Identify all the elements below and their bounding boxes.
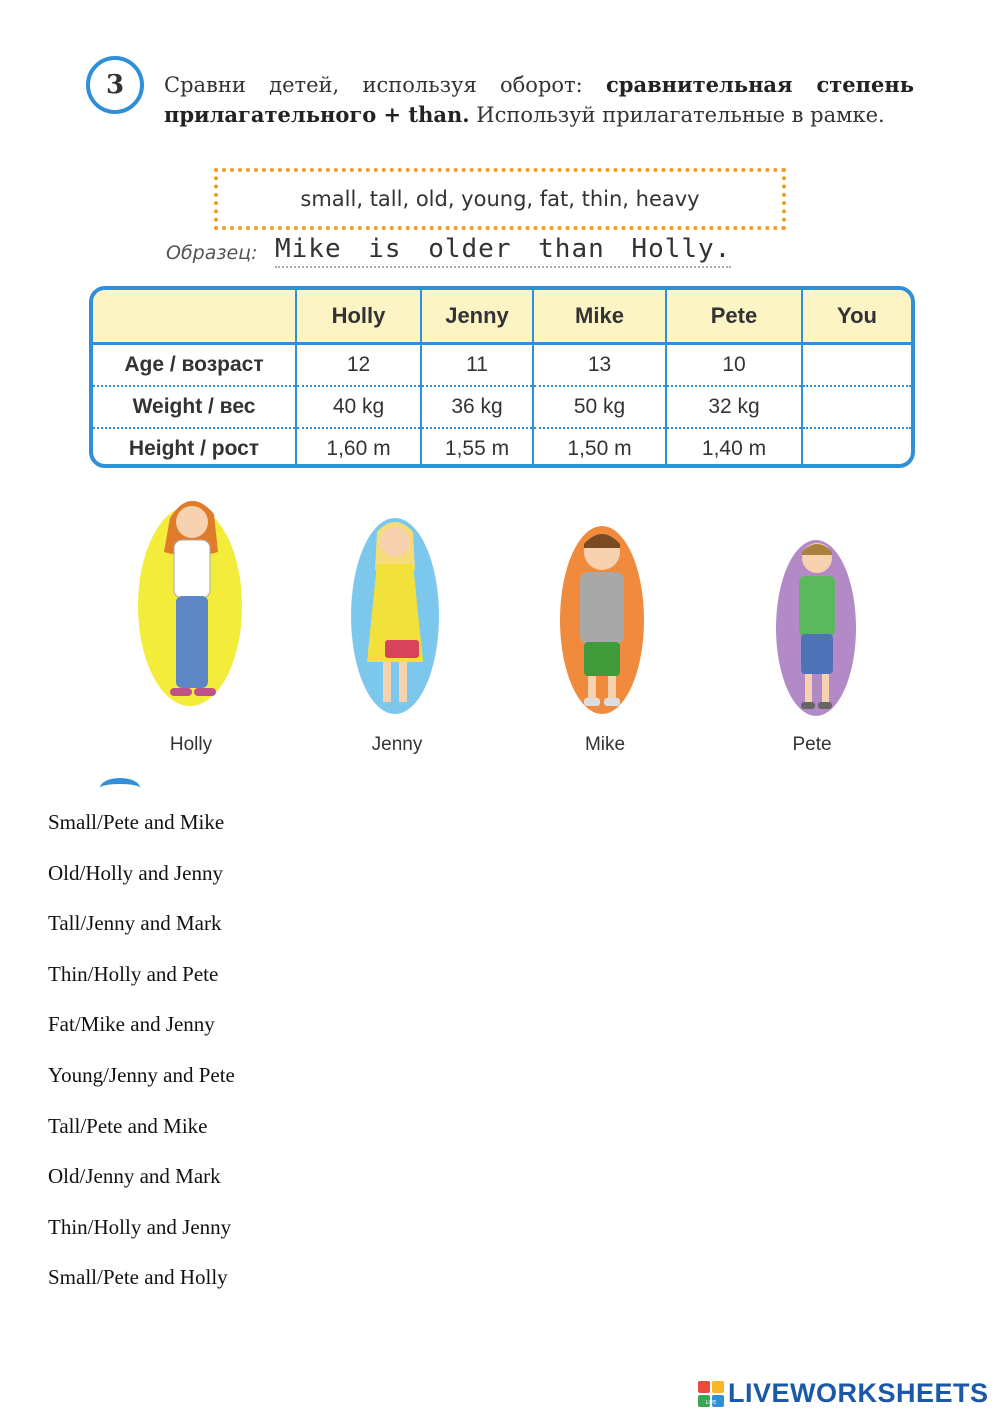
table-cell-you[interactable] (802, 386, 911, 428)
list-item: Small/Pete and Mike (48, 810, 225, 834)
header-cell: Mike (533, 290, 666, 344)
table-cell: 1,60 m (296, 428, 421, 468)
table-cell: 40 kg (296, 386, 421, 428)
table-cell: 32 kg (666, 386, 802, 428)
table-cell: 1,50 m (533, 428, 666, 468)
row-label: Age / возраст (93, 344, 296, 387)
sample-label: Образец: (166, 242, 258, 264)
adjective-word-box (214, 168, 786, 230)
header-cell: Pete (666, 290, 802, 344)
figure-label-holly: Holly (169, 734, 213, 755)
table-row (93, 344, 911, 387)
table-cell: 13 (533, 344, 666, 387)
list-item: Old/Jenny and Mark (48, 1164, 221, 1189)
list-item: Old/Holly and Jenny (48, 860, 223, 885)
holly-illustration (130, 488, 250, 718)
table-row (93, 386, 911, 428)
pete-illustration (773, 536, 859, 718)
list-item: Tall/Jenny and Mark (48, 911, 222, 936)
table-header-row (93, 290, 911, 344)
table-cell: 1,40 m (666, 428, 802, 468)
list-item: Young/Jenny and Pete (48, 1062, 235, 1087)
exercise-number-badge (86, 56, 144, 114)
svg-text:LIVE: LIVE (705, 1399, 717, 1406)
task-list (48, 808, 235, 1314)
exercise-instruction: Сравни детей, используя оборот: сравнительная степень прилагательного + than. Используй прилагательные в рамке. (164, 72, 914, 127)
list-item: Tall/Pete and Mike (48, 1113, 208, 1138)
list-item: Small/Pete and Holly (48, 1265, 228, 1290)
table-cell: 10 (666, 344, 802, 387)
header-cell: Jenny (421, 290, 533, 344)
liveworksheets-logo (698, 1378, 989, 1409)
exercise-number: 3 (105, 70, 125, 100)
figure-label-mike: Mike (584, 734, 626, 755)
row-label: Height / рост (128, 437, 260, 460)
list-item: Thin/Holly and Jenny (48, 1214, 232, 1239)
table-cell: 36 kg (421, 386, 533, 428)
list-item: Fat/Mike and Jenny (48, 1012, 215, 1037)
table-row (93, 428, 911, 468)
header-cell: Holly (296, 290, 421, 344)
table-cell: 12 (296, 344, 421, 387)
table-cell-you[interactable] (802, 428, 911, 468)
logo-icon (698, 1381, 724, 1407)
decorative-arc (100, 778, 140, 798)
table-cell: 50 kg (533, 386, 666, 428)
logo-text: LIVEWORKSHEETS (728, 1378, 989, 1408)
sample-sentence: Mike is older than Holly. (275, 234, 731, 268)
jenny-illustration (345, 512, 445, 717)
mike-illustration (556, 522, 648, 717)
table-cell: 11 (421, 344, 533, 387)
figure-label-jenny: Jenny (371, 734, 423, 755)
header-cell (93, 290, 296, 344)
figure-label-pete: Pete (792, 734, 832, 755)
row-label: Weight / вес (93, 386, 296, 428)
list-item: Thin/Holly and Pete (48, 961, 219, 986)
header-cell: You (802, 290, 911, 344)
table-cell-you[interactable] (802, 344, 911, 387)
comparison-table (89, 286, 915, 468)
table-cell: 1,55 m (421, 428, 533, 468)
adjective-list: small, tall, old, young, fat, thin, heavy (300, 187, 700, 211)
